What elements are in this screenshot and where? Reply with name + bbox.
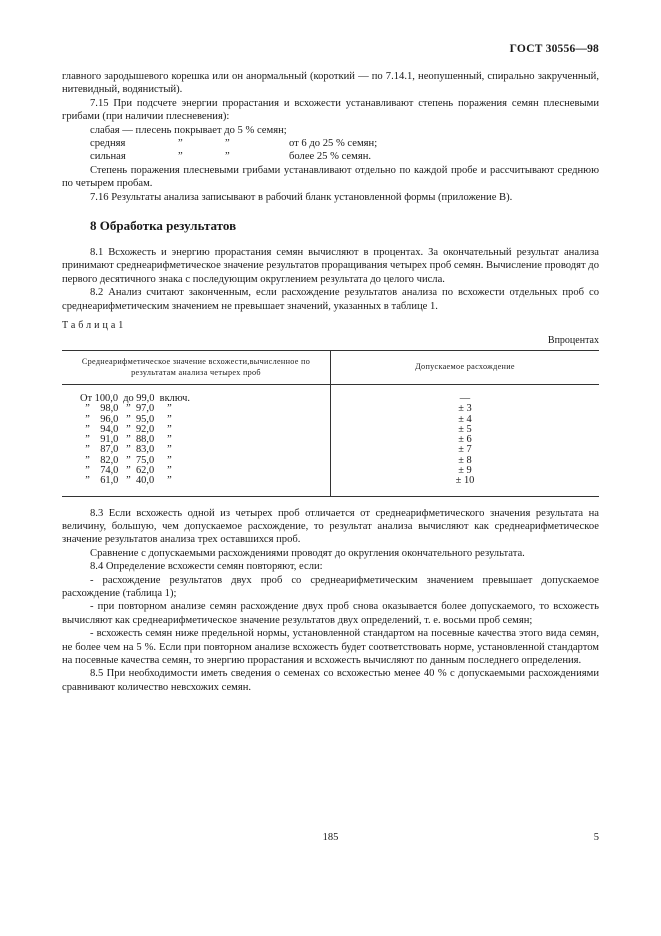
tolerance-cell: ± 9 [458, 464, 472, 476]
list-item: - расхождение результатов двух проб со среднеарифметическим значением превышает допускаемое расхождение (таблица 1); [62, 574, 599, 600]
page-content [62, 70, 599, 694]
range-cell: ” 61,0 ” 40,0 ” [62, 476, 331, 496]
severity-value: от 6 до 25 % семян; [289, 138, 378, 150]
section-heading: 8 Обработка результатов [90, 218, 237, 234]
severity-list [62, 124, 599, 164]
severity-item [62, 137, 599, 150]
severity-value: более 25 % семян. [289, 151, 372, 163]
range-cell: ” 82,0 ” 75,0 ” [62, 456, 331, 466]
ditto-mark: ” [178, 151, 183, 163]
table-row [62, 476, 599, 496]
paragraph-8-5: 8.5 При необходимости иметь сведения о семенах со всхожестью менее 40 % с допускаемыми расхождениями сравнивают количество невсхожих семян. [62, 668, 599, 693]
range-cell: ” 96,0 ” 95,0 ” [62, 415, 331, 425]
after-table-text [62, 507, 599, 695]
table-header-row [62, 350, 599, 384]
paragraph-8-4: 8.4 Определение всхожести семян повторяют, если: [90, 561, 323, 573]
range-cell: ” 74,0 ” 62,0 ” [62, 466, 331, 476]
tolerance-cell: — [459, 392, 471, 404]
range-cell: ” 87,0 ” 83,0 ” [62, 445, 331, 455]
list-item: - всхожесть семян ниже предельной нормы, установленной стандартом на посевные качества этого вида семян, не более чем на 5 %. Если при повторном анализе всхожесть будет соответствовать норме, установленной стандартом на посевные качества семян, то энергию прорастания и всхожесть вычисляют по данным последнего определения. [62, 628, 599, 667]
severity-item [62, 124, 599, 137]
paragraph-8-3: 8.3 Если всхожесть одной из четырех проб отличается от среднеарифметического значения результата на величину, большую, чем допускаемое расхождение, то результат анализа вычисляют как среднеарифметическое значение результатов анализа трех оставшихся проб. [62, 507, 599, 546]
range-cell: ” 91,0 ” 88,0 ” [62, 435, 331, 445]
ditto-mark: ” [225, 151, 230, 163]
ditto-mark: ” [178, 138, 183, 150]
list-item: - при повторном анализе семян расхождение двух проб снова оказывается более допускаемого, то всхожесть вычисляют как среднеарифметическое значение результатов двух определений, т. е. восьми проб семян; [62, 601, 599, 626]
paragraph-8-1: 8.1 Всхожесть и энергию прорастания семян вычисляют в процентах. За окончательный результат анализа принимают среднеарифметическое значение результатов проращивания четырех проб семян. Вычисление проводят до первого десятичного знака с последующим округлением результата до целого числа. [62, 247, 599, 285]
tolerance-cell: ± 8 [458, 454, 472, 466]
column-header-mean: Среднеарифметическое значение всхожести,вычисленное по результатам анализа четырех проб [62, 350, 331, 384]
tolerance-cell: ± 10 [331, 476, 600, 496]
range-cell: ” 94,0 ” 92,0 ” [62, 425, 331, 435]
tolerance-cell: ± 4 [458, 413, 472, 425]
ditto-mark: ” [225, 138, 230, 150]
range-cell: ” 98,0 ” 97,0 ” [62, 404, 331, 414]
tolerance-cell: ± 3 [458, 403, 472, 415]
severity-item [62, 150, 599, 163]
tolerance-cell: ± 5 [458, 423, 472, 435]
table-units: Впроцентах [547, 334, 599, 346]
paragraph-comparison: Сравнение с допускаемыми расхождениями проводят до округления окончательного результата. [90, 547, 525, 559]
page-number: 5 [593, 832, 599, 843]
paragraph-7-15: 7.15 При подсчете энергии прорастания и всхожести устанавливают степень поражения семян плесневыми грибами (при наличии плесневения): [62, 97, 599, 123]
paragraph-mold-note: Степень поражения плесневыми грибами устанавливают отдельно по каждой пробе и рассчитывают среднюю по четырем пробам. [62, 164, 599, 190]
severity-name: слабая — плесень покрывает до 5 % семян; [90, 124, 287, 136]
tolerance-cell: ± 6 [458, 434, 472, 446]
standard-code: ГОСТ 30556—98 [509, 43, 599, 55]
paragraph-8-2: 8.2 Анализ считают законченным, если расхождение результатов анализа по всхожести отдельных проб со среднеарифметическим значением не превышает значений, указанных в таблице 1. [62, 287, 599, 312]
paragraph-continuation: главного зародышевого корешка или он анормальный (короткий — по 7.14.1, неопушенный, спирально закрученный, нитевидный, водянистый). [62, 71, 599, 96]
tolerance-cell: ± 7 [458, 444, 472, 456]
table-row [62, 384, 599, 404]
severity-name: сильная [90, 151, 126, 163]
footer-sequence-number: 185 [322, 832, 339, 843]
paragraph-7-16: 7.16 Результаты анализа записывают в рабочий бланк установленной формы (приложение В). [90, 191, 513, 203]
tolerance-table [62, 350, 599, 497]
table-label: Таблица1 [62, 320, 127, 332]
severity-name: средняя [90, 138, 126, 150]
table-row [62, 404, 599, 414]
column-header-tolerance: Допускаемое расхождение [331, 350, 600, 384]
range-cell: От 100,0 до 99,0 включ. [62, 384, 331, 404]
